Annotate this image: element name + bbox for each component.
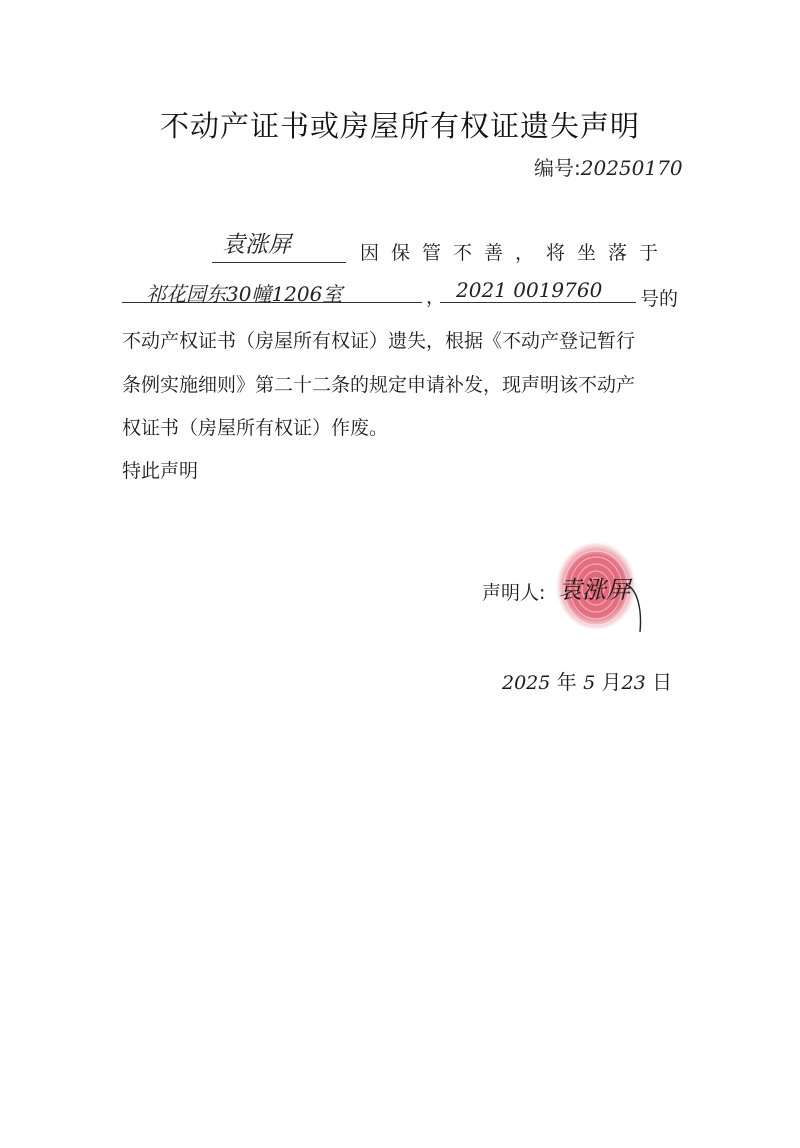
- paragraph-line-3: 权证书（房屋所有权证）作废。: [122, 417, 389, 439]
- date-day-unit: 日: [652, 670, 673, 694]
- declarant-name-underline: [212, 262, 346, 263]
- certificate-number-underline: [440, 302, 636, 303]
- signature-label: 声明人:: [482, 582, 546, 604]
- document-title: 不动产证书或房屋所有权证遗失声明: [159, 109, 640, 143]
- line2-suffix: 号的: [640, 288, 679, 310]
- date-year-unit: 年: [556, 670, 577, 694]
- paragraph-line-1: 不动产权证书（房屋所有权证）遗失，根据《不动产登记暂行: [122, 330, 636, 352]
- date-month: 5: [583, 672, 596, 694]
- address-underline: [122, 302, 422, 303]
- date-month-unit: 月: [601, 670, 622, 694]
- comma: ，: [426, 286, 446, 308]
- declarant-name-handwritten: 袁涨屏: [222, 232, 291, 258]
- paragraph-line-2: 条例实施细则》第二十二条的规定申请补发，现声明该不动产: [122, 374, 636, 396]
- date-day: 23: [621, 672, 646, 694]
- signature-stroke-tail: [620, 580, 660, 636]
- closing-text: 特此声明: [122, 460, 199, 482]
- date-year: 2025: [502, 672, 551, 694]
- line1-text: 因保管不善，将坐落于: [360, 242, 671, 264]
- serial-value: 20250170: [580, 156, 683, 180]
- serial-label: 编号:: [534, 156, 581, 180]
- certificate-number-handwritten: 2021 0019760: [456, 278, 603, 302]
- date-line: [502, 666, 672, 695]
- signature-name-handwritten: 袁涨屏: [558, 576, 630, 604]
- address-handwritten: 祁花园东30幢1206室: [146, 282, 343, 306]
- signature-block: [482, 578, 545, 605]
- serial-number: [534, 152, 683, 181]
